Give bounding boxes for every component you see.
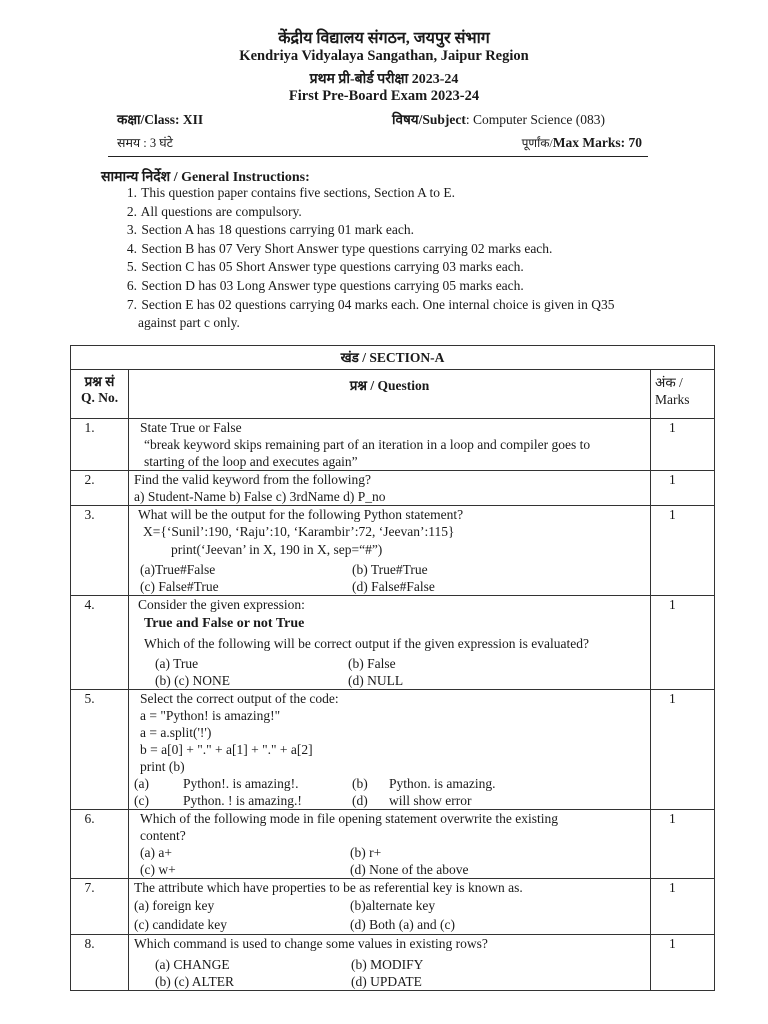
instruction-item xyxy=(112,240,615,259)
max-marks-label: Max Marks: 70 xyxy=(552,135,642,150)
table-row xyxy=(71,935,715,991)
table-row xyxy=(71,879,715,935)
instruction-number: 6. xyxy=(126,277,137,293)
option-row xyxy=(129,655,650,672)
option-c: (b) (c) NONE xyxy=(155,673,230,688)
option-b: Python. is amazing. xyxy=(389,776,496,791)
option-a: (a) CHANGE xyxy=(155,957,230,972)
table-row xyxy=(71,471,715,506)
table-row xyxy=(71,506,715,596)
question-marks: 1 xyxy=(651,935,715,991)
instruction-item xyxy=(112,277,615,296)
option-a: (a)True#False xyxy=(140,562,216,577)
question-text: Select the correct output of the code: xyxy=(140,691,339,706)
instruction-number: 5. xyxy=(126,259,137,275)
qno-column-header xyxy=(71,370,129,419)
instruction-item xyxy=(112,258,615,277)
option-row xyxy=(129,844,650,861)
option-row xyxy=(129,578,650,595)
question-text: Which of the following mode in file opening statement overwrite the existing xyxy=(140,811,559,826)
marks-header-english: Marks xyxy=(655,392,690,407)
option-row xyxy=(129,672,650,689)
table-row xyxy=(71,596,715,690)
max-marks-prefix: पूर्णांक/ xyxy=(521,136,553,150)
question-text: Which command is used to change some values in existing rows? xyxy=(134,936,488,951)
instruction-text: Section C has 05 Short Answer type questions carrying 03 marks each. xyxy=(141,259,524,275)
option-row xyxy=(129,956,650,973)
option-b: (b) r+ xyxy=(350,845,382,860)
question-number: 2. xyxy=(71,471,129,506)
option-c: (c) w+ xyxy=(140,862,176,877)
option-d: (d) UPDATE xyxy=(351,974,422,989)
instruction-text: Section D has 03 Long Answer type questions carrying 05 marks each. xyxy=(141,277,524,293)
instruction-item xyxy=(112,203,615,222)
question-column-header: प्रश्न / Question xyxy=(129,370,651,419)
option-row xyxy=(129,896,650,915)
question-number: 1. xyxy=(71,419,129,471)
question-number: 8. xyxy=(71,935,129,991)
option-d: (d) False#False xyxy=(352,579,435,594)
code-line: a = "Python! is amazing!" xyxy=(140,708,281,723)
option-b: (b)alternate key xyxy=(350,898,436,913)
option-row xyxy=(129,915,650,934)
instruction-text: Section B has 07 Very Short Answer type questions carrying 02 marks each. xyxy=(141,240,553,256)
kvs-title-english: Kendriya Vidyalaya Sangathan, Jaipur Region xyxy=(239,48,529,64)
option-a-key: (a) xyxy=(134,776,149,791)
instruction-item xyxy=(112,184,615,203)
option-a: (a) foreign key xyxy=(134,898,215,913)
question-text: “break keyword skips remaining part of an iteration in a loop and compiler goes to xyxy=(144,437,591,452)
option-c-key: (c) xyxy=(134,793,149,808)
instruction-continuation: against part c only. xyxy=(138,315,240,331)
option-b-key: (b) xyxy=(352,776,368,791)
option-c: (c) candidate key xyxy=(134,917,227,932)
qno-header-english: Q. No. xyxy=(80,390,119,405)
question-number: 4. xyxy=(71,596,129,690)
instruction-number: 1. xyxy=(126,185,137,200)
question-marks: 1 xyxy=(651,419,715,471)
code-line: X={‘Sunil’:190, ‘Raju’:10, ‘Karambir’:72, ‘Jeevan’:115} xyxy=(143,524,455,539)
qno-header-hindi: प्रश्न सं xyxy=(84,374,115,389)
code-line: b = a[0] + "." + a[1] + "." + a[2] xyxy=(140,742,313,757)
kvs-title-hindi: केंद्रीय विद्यालय संगठन, जयपुर संभाग xyxy=(278,30,490,47)
question-text: State True or False xyxy=(140,420,242,435)
question-cell xyxy=(129,879,651,935)
option-d-key: (d) xyxy=(352,793,368,808)
max-marks xyxy=(522,134,642,151)
option-row xyxy=(129,792,650,809)
question-number: 6. xyxy=(71,810,129,879)
option-b: (b) MODIFY xyxy=(351,957,424,972)
instruction-text: Section A has 18 questions carrying 01 mark each. xyxy=(141,222,414,238)
code-line: a = a.split('!') xyxy=(140,725,212,740)
subject-value: : Computer Science (083) xyxy=(465,112,605,127)
option-d: (d) None of the above xyxy=(350,862,469,877)
instruction-number: 3. xyxy=(126,222,137,238)
question-number: 7. xyxy=(71,879,129,935)
option-row xyxy=(129,561,650,578)
question-cell xyxy=(129,506,651,596)
code-line: print (b) xyxy=(140,759,185,774)
instruction-text: All questions are compulsory. xyxy=(140,203,302,219)
option-a: Python!. is amazing!. xyxy=(183,776,299,791)
instruction-text: This question paper contains five sections, Section A to E. xyxy=(141,185,455,200)
option-a: (a) True xyxy=(155,656,199,671)
instruction-text: Section E has 02 questions carrying 04 marks each. One internal choice is given in Q35 xyxy=(141,296,615,312)
option-row xyxy=(129,861,650,878)
question-text: Find the valid keyword from the following? xyxy=(134,472,371,487)
question-text: Which of the following will be correct output if the given expression is evaluated? xyxy=(144,636,589,651)
question-cell xyxy=(129,471,651,506)
instructions-title: सामान्य निर्देश / General Instructions: xyxy=(101,170,310,185)
option-c: Python. ! is amazing.! xyxy=(183,793,302,808)
expression: True and False or not True xyxy=(144,616,305,631)
question-marks: 1 xyxy=(651,596,715,690)
question-cell xyxy=(129,935,651,991)
question-cell xyxy=(129,419,651,471)
question-text: content? xyxy=(140,828,186,843)
section-title: खंड / SECTION-A xyxy=(71,346,715,370)
question-marks: 1 xyxy=(651,810,715,879)
time-label: समय : 3 घंटे xyxy=(117,136,173,150)
subject-line xyxy=(392,110,605,128)
option-c: (c) False#True xyxy=(140,579,219,594)
option-c: (b) (c) ALTER xyxy=(155,974,234,989)
option-a: (a) a+ xyxy=(140,845,172,860)
table-row xyxy=(71,690,715,810)
instruction-number: 2. xyxy=(126,203,137,219)
question-cell xyxy=(129,810,651,879)
option-d: (d) Both (a) and (c) xyxy=(350,917,455,932)
question-text: The attribute which have properties to be as referential key is known as. xyxy=(134,880,523,895)
question-cell xyxy=(129,596,651,690)
question-marks: 1 xyxy=(651,471,715,506)
question-marks: 1 xyxy=(651,506,715,596)
exam-title-english: First Pre-Board Exam 2023-24 xyxy=(288,88,480,104)
question-number: 5. xyxy=(71,690,129,810)
question-marks: 1 xyxy=(651,690,715,810)
exam-title-hindi: प्रथम प्री-बोर्ड परीक्षा 2023-24 xyxy=(309,72,459,87)
marks-header-hindi: अंक / xyxy=(655,375,683,390)
instructions-list xyxy=(112,184,615,333)
table-row xyxy=(71,419,715,471)
option-d: (d) NULL xyxy=(348,673,404,688)
question-options: a) Student-Name b) False c) 3rdName d) P_no xyxy=(134,489,386,504)
question-text: Consider the given expression: xyxy=(138,597,305,612)
instruction-item xyxy=(112,221,615,240)
header-divider xyxy=(108,156,648,157)
class-label: कक्षा/Class: XII xyxy=(117,112,204,127)
option-b: (b) True#True xyxy=(352,562,428,577)
marks-column-header xyxy=(651,370,715,419)
option-row xyxy=(129,775,650,792)
section-a-table xyxy=(70,345,715,991)
instruction-item xyxy=(112,296,615,315)
option-row xyxy=(129,973,650,990)
question-text: What will be the output for the following Python statement? xyxy=(138,507,464,522)
table-row xyxy=(71,810,715,879)
question-text: starting of the loop and executes again” xyxy=(144,454,358,469)
instruction-number: 4. xyxy=(126,240,137,256)
option-b: (b) False xyxy=(348,656,396,671)
question-number: 3. xyxy=(71,506,129,596)
subject-label: विषय/Subject xyxy=(392,112,466,127)
option-d: will show error xyxy=(389,793,472,808)
question-cell xyxy=(129,690,651,810)
code-line: print(‘Jeevan’ in X, 190 in X, sep=“#”) xyxy=(171,542,383,557)
instruction-number: 7. xyxy=(126,296,137,312)
question-marks: 1 xyxy=(651,879,715,935)
